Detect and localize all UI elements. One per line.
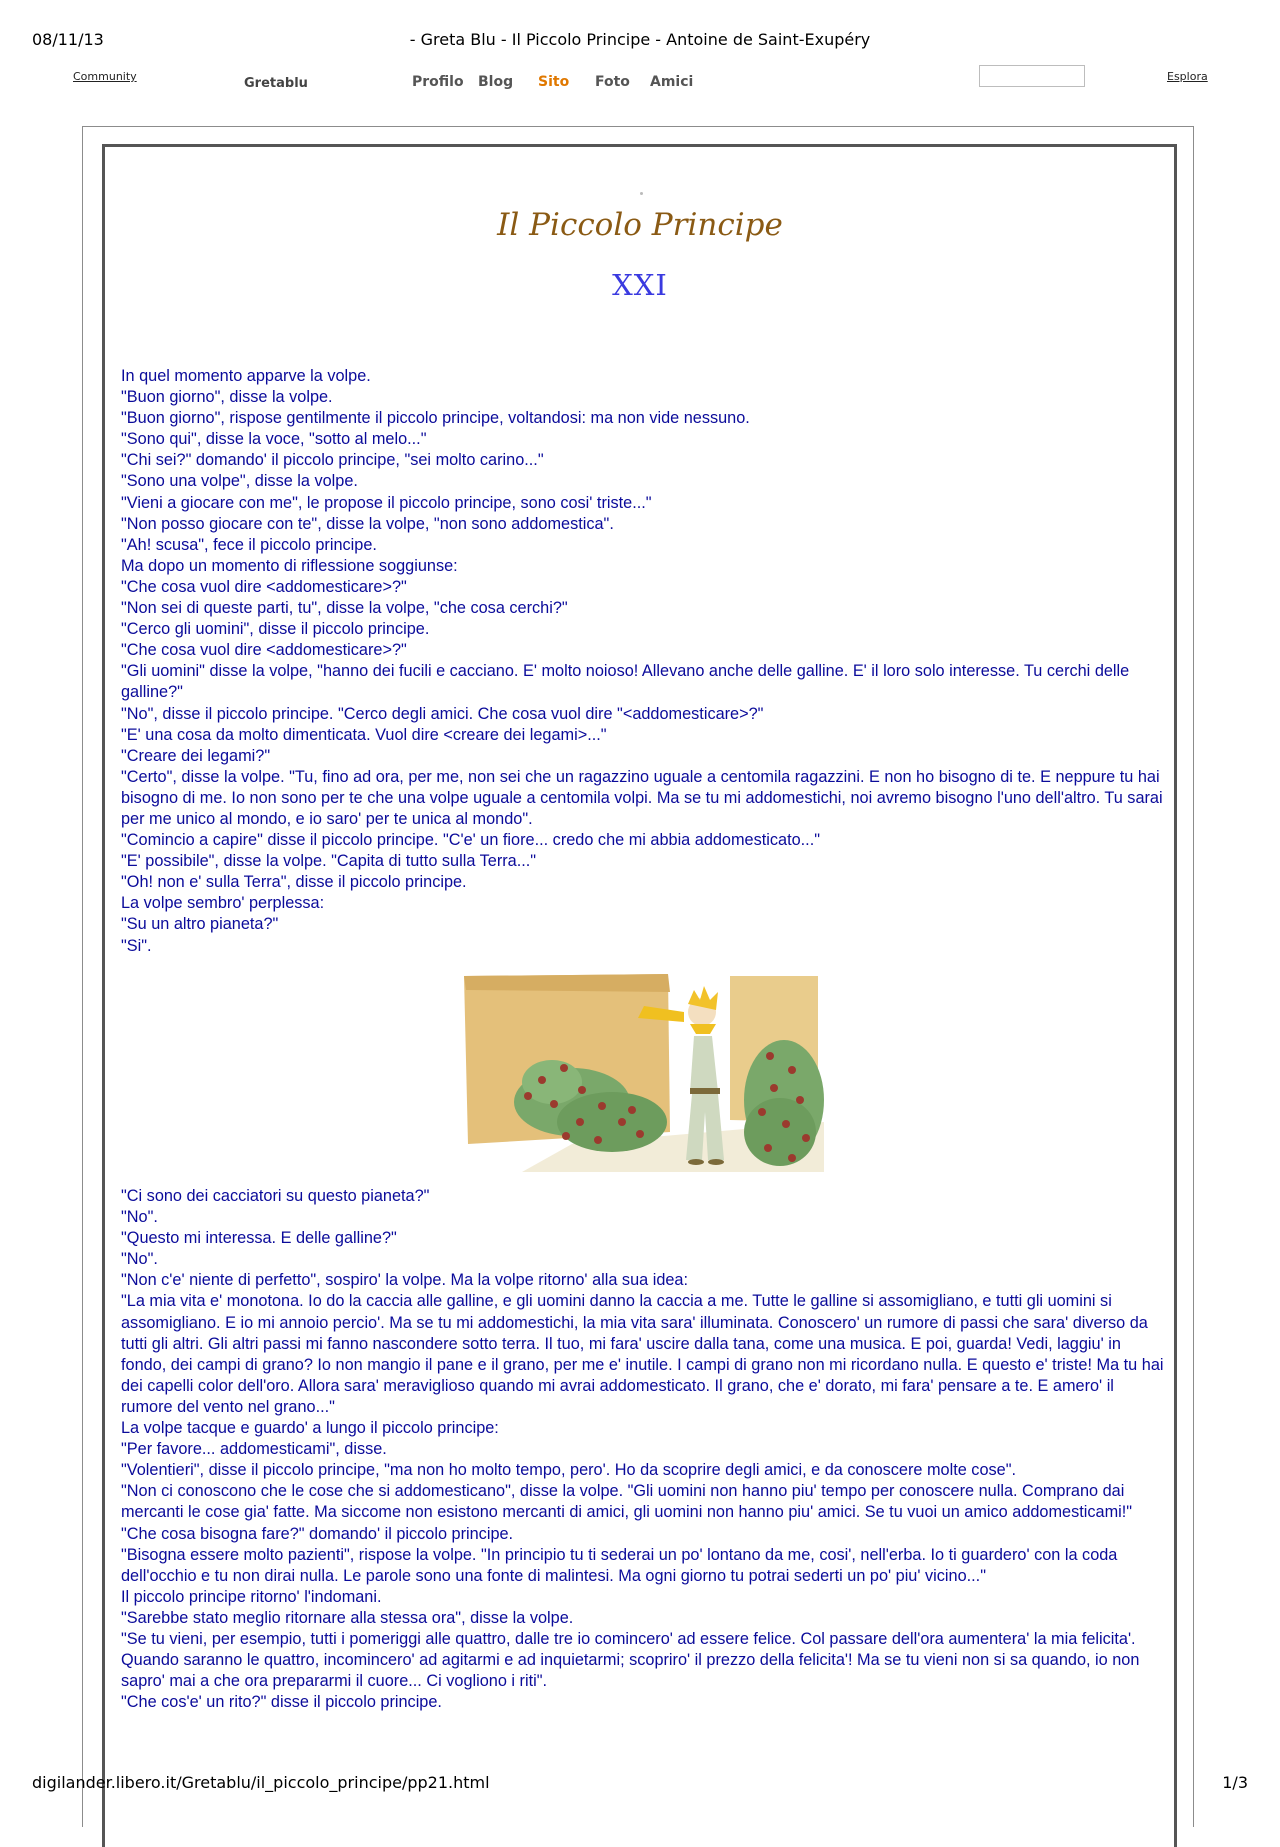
story-line: "Creare dei legami?"	[121, 746, 271, 765]
book-title: Il Piccolo Principe	[497, 207, 783, 243]
story-line: "E' possibile", disse la volpe. "Capita di tutto sulla Terra..."	[121, 852, 537, 871]
story-line: In quel momento apparve la volpe.	[121, 367, 371, 385]
story-line: "Che cosa vuol dire <addomesticare>?"	[121, 577, 407, 596]
story-line: "Buon giorno", disse la volpe.	[121, 388, 333, 407]
story-line: "Gli uomini" disse la volpe, "hanno dei fucili e cacciano. E' molto noioso! Allevano anche delle galline. E' il loro solo interesse. Tu cerchi delle galline?"	[121, 662, 1130, 702]
story-line: "Non posso giocare con te", disse la volpe, "non sono addomestica".	[121, 514, 614, 533]
nav-item-profilo[interactable]: Profilo	[412, 74, 464, 90]
print-page-title: - Greta Blu - Il Piccolo Principe - Antoine de Saint-Exupéry	[409, 30, 871, 49]
story-line: "La mia vita e' monotona. Io do la caccia alle galline, e gli uomini danno la caccia a me. Tutte le galline si assomigliano, e tutti gli uomini si assomigliano. E io mi annoio percio'. Ma se tu mi addomestichi, la mia vita sara' illuminata. Conoscero' un rumore di passi che sara' diverso da tutti gli altri. Gli altri passi mi fanno nascondere sotto terra. Il tuo, mi fara' uscire dalla tana, come una musica. E poi, guarda! Vedi, laggiu' in fondo, dei campi di grano? Io non mangio il pane e il grano, per me e' inutile. I campi di grano non mi ricordano nulla. E questo e' triste! Ma tu hai dei capelli color dell'oro. Allora sara' meraviglioso quando mi avrai addomesticato. Il grano, che e' dorato, mi fara' pensare a te. E amero' il rumore del vento nel grano..."	[121, 1292, 1164, 1416]
story-line: "Ah! scusa", fece il piccolo principe.	[121, 535, 377, 554]
story-line: "Che cosa bisogna fare?" domando' il piccolo principe.	[121, 1524, 514, 1543]
nav-item-foto[interactable]: Foto	[595, 74, 630, 90]
story-line: "Sono una volpe", disse la volpe.	[121, 472, 358, 491]
story-line: "No", disse il piccolo principe. "Cerco degli amici. Che cosa vuol dire "<addomesticare>?"	[121, 704, 764, 723]
story-line: "E' una cosa da molto dimenticata. Vuol dire <creare dei legami>..."	[121, 725, 607, 744]
story-line: "Non sei di queste parti, tu", disse la volpe, "che cosa cerchi?"	[121, 599, 568, 618]
footer-url: digilander.libero.it/Gretablu/il_piccolo_principe/pp21.html	[32, 1773, 490, 1792]
story-line: "Comincio a capire" disse il piccolo principe. "C'e' un fiore... credo che mi abbia addomesticato..."	[121, 831, 821, 850]
story-line: Ma dopo un momento di riflessione soggiunse:	[121, 556, 458, 575]
story-line: "Volentieri", disse il piccolo principe, "ma non ho molto tempo, pero'. Ho da scoprire degli amici, e da conoscere molte cose".	[121, 1461, 1016, 1480]
story-line: "Se tu vieni, per esempio, tutti i pomeriggi alle quattro, dalle tre io comincero' ad essere felice. Col passare dell'ora aumentera' la mia felicita'. Quando saranno le quattro, incomincero' ad agitarmi e ad inquietarmi; scopriro' il prezzo della felicita'! Ma se tu vieni non si sa quando, io non sapro' mai a che ora prepararmi il cuore... Ci vogliono i riti".	[121, 1629, 1140, 1691]
story-text-part1	[121, 366, 1166, 957]
nav-item-amici[interactable]: Amici	[650, 74, 694, 90]
site-name: Gretablu	[244, 76, 308, 91]
story-line: "Ci sono dei cacciatori su questo pianeta?"	[121, 1187, 430, 1205]
story-line: "Oh! non e' sulla Terra", disse il piccolo principe.	[121, 873, 467, 892]
story-line: "Non ci conoscono che le cose che si addomesticano", disse la volpe. "Gli uomini non hanno piu' tempo per conoscere nulla. Comprano dai mercanti le cose gia' fatte. Ma siccome non esistono mercanti di amici, gli uomini non hanno piu' amici. Se tu vuoi un amico addomesticami!"	[121, 1482, 1133, 1522]
story-line: "Certo", disse la volpe. "Tu, fino ad ora, per me, non sei che un ragazzino uguale a centomila ragazzini. E non ho bisogno di te. E neppure tu hai bisogno di me. Io non sono per te che una volpe uguale a centomila volpi. Ma se tu mi addomestichi, noi avremo bisogno l'uno dell'altro. Tu sarai per me unico al mondo, e io saro' per te unica al mondo".	[121, 767, 1163, 828]
explore-link[interactable]: Esplora	[1167, 70, 1208, 83]
little-prince-illustration	[462, 972, 824, 1172]
story-line: La volpe tacque e guardo' a lungo il piccolo principe:	[121, 1419, 499, 1438]
story-line: "Cerco gli uomini", disse il piccolo principe.	[121, 620, 430, 639]
decorative-dot	[640, 192, 643, 195]
story-line: "Chi sei?" domando' il piccolo principe, "sei molto carino..."	[121, 451, 544, 470]
story-line: "Bisogna essere molto pazienti", rispose la volpe. "In principio tu ti sederai un po' lontano da me, cosi', nell'erba. Io ti guardero' con la coda dell'occhio e tu non dirai nulla. Le parole sono una fonte di malintesi. Ma ogni giorno tu potrai sederti un po' piu' vicino..."	[121, 1545, 1118, 1585]
story-line: "Non c'e' niente di perfetto", sospiro' la volpe. Ma la volpe ritorno' alla sua idea:	[121, 1271, 689, 1290]
story-line: La volpe sembro' perplessa:	[121, 894, 325, 913]
community-link[interactable]: Community	[73, 70, 137, 83]
story-line: "Che cosa vuol dire <addomesticare>?"	[121, 641, 407, 660]
story-line: Il piccolo principe ritorno' l'indomani.	[121, 1587, 382, 1606]
nav-item-sito[interactable]: Sito	[538, 74, 570, 90]
story-line: "Su un altro pianeta?"	[121, 915, 279, 934]
story-line: "Sono qui", disse la voce, "sotto al melo..."	[121, 430, 427, 449]
story-line: "Che cos'e' un rito?" disse il piccolo principe.	[121, 1693, 442, 1712]
story-text-part2	[121, 1186, 1166, 1713]
story-line: "Si".	[121, 936, 152, 955]
story-line: "Buon giorno", rispose gentilmente il piccolo principe, voltandosi: ma non vide nessuno.	[121, 409, 750, 428]
chapter-number: XXI	[612, 268, 668, 302]
story-line: "Questo mi interessa. E delle galline?"	[121, 1229, 397, 1248]
footer-page-number: 1/3	[1222, 1773, 1248, 1792]
story-line: "Per favore... addomesticami", disse.	[121, 1440, 387, 1459]
story-line: "Sarebbe stato meglio ritornare alla stessa ora", disse la volpe.	[121, 1608, 574, 1627]
story-line: "No".	[121, 1250, 158, 1269]
print-date: 08/11/13	[32, 30, 104, 49]
nav-item-blog[interactable]: Blog	[478, 74, 514, 90]
story-line: "No".	[121, 1208, 158, 1227]
search-input[interactable]	[979, 65, 1085, 87]
story-line: "Vieni a giocare con me", le propose il piccolo principe, sono cosi' triste..."	[121, 493, 652, 512]
